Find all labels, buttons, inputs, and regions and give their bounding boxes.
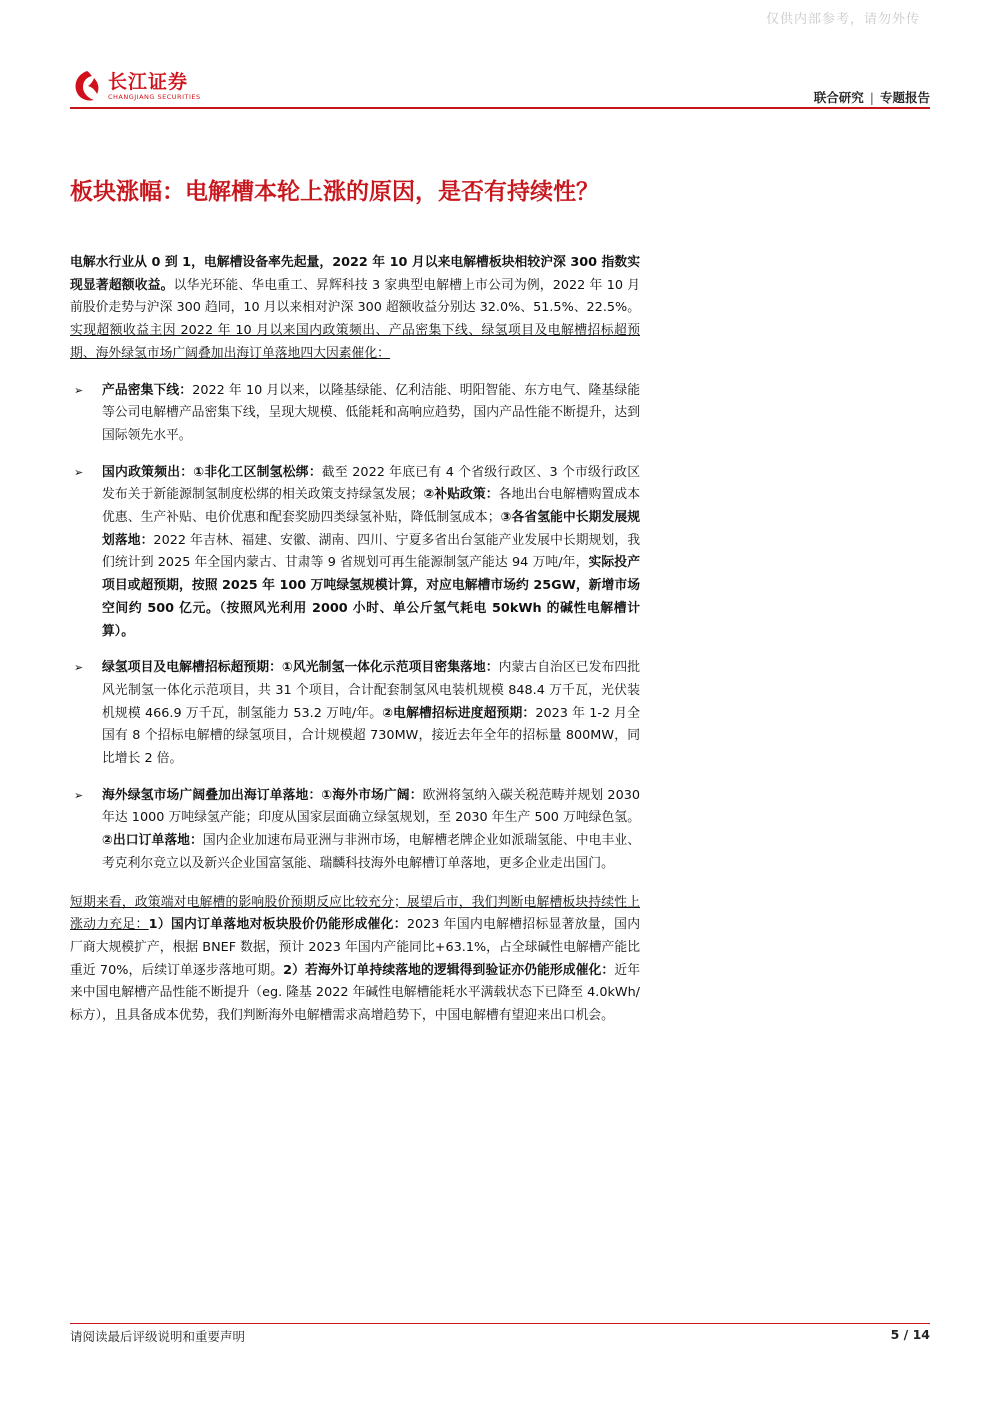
outlook-text-2: 近年来中国电解槽产品性能不断提升（eg. 隆基 2022 年碱性电解槽能耗水平满载状态下已降至 4.0kWh/标方），且具备成本优势，我们判断海外电解槽需求高增趋势下，中国电解槽有望迎来出口机会。	[70, 962, 641, 1024]
outlook-paragraph	[70, 892, 640, 1028]
bullet-text: 2022 年吉林、福建、安徽、湖南、四川、宁夏多省出台氢能产业发展中长期规划，我们统计到 2025 年全国内蒙古、甘肃等 9 省规划可再生能源制氢产能达 94 万吨/年，	[102, 532, 640, 571]
bullet-text: 2023 年 1-2 月全国有 8 个招标电解槽的绿氢项目，合计规模超 730MW，接近去年全年的招标量 800MW，同比增长 2 倍。	[102, 705, 641, 767]
bullet-arrow-icon: ➢	[74, 661, 84, 675]
bullet-item	[70, 657, 640, 771]
bullet-bold-text: ②补贴政策：	[423, 487, 499, 503]
bullet-text: 内蒙古自治区已发布四批风光制氢一体化示范项目，共 31 个项目，合计配套制氢风电装机规模 848.4 万千瓦，光伏装机规模 466.9 万千瓦，制氢能力 53.2 万吨/年。	[102, 660, 640, 721]
bullet-arrow-icon: ➢	[74, 465, 84, 479]
section-title: 板块涨幅：电解槽本轮上涨的原因，是否有持续性？	[70, 179, 599, 205]
logo-en-text: CHANGJIANG SECURITIES	[108, 92, 201, 101]
bullet-bold-text: ②出口订单落地：	[102, 833, 203, 849]
intro-underline: 实现超额收益主因 2022 年 10 月以来国内政策频出、产品密集下线、绿氢项目及电解槽招标超预期、海外绿氢市场广阔叠加出海订单落地四大因素催化：	[70, 323, 640, 361]
bullet-list	[70, 380, 640, 876]
company-logo	[70, 66, 201, 106]
bullet-bold-text: 绿氢项目及电解槽招标超预期：①风光制氢一体化示范项目密集落地：	[102, 660, 499, 676]
page-number: 5 / 14	[890, 1327, 930, 1342]
category-separator: |	[869, 90, 874, 105]
footer-disclaimer: 请阅读最后评级说明和重要声明	[70, 1329, 246, 1344]
intro-bold: 电解水行业从 0 到 1，电解槽设备率先起量，2022 年 10 月以来电解槽板块相较沪深 300 指数实现显著超额收益。	[70, 255, 640, 293]
bullet-text: 欧洲将氢纳入碳关税范畴并规划 2030 年达 1000 万吨绿氢产能；印度从国家层面确立绿氢规划，至 2030 年生产 500 万吨绿色氢。	[102, 787, 640, 826]
logo-cn-text: 长江证券	[108, 70, 189, 93]
bullet-text: 国内企业加速布局亚洲与非洲市场，电解槽老牌企业如派瑞氢能、中电丰业、考克利尔竞立以及新兴企业国富氢能、瑞麟科技海外电解槽订单落地，更多企业走出国门。	[102, 833, 640, 871]
header-divider	[70, 107, 930, 109]
report-category	[814, 88, 930, 106]
bullet-bold-text: ③各省氢能中长期发展规划落地：	[102, 510, 641, 548]
bullet-bold-text: 产品密集下线：	[102, 382, 193, 398]
intro-text: 以华光环能、华电重工、昇辉科技 3 家典型电解槽上市公司为例，2022 年 10 月前股价走势与沪深 300 趋同，10 月以来相对沪深 300 超额收益分别达 32.0%、51.5%、22.5%。	[70, 277, 640, 316]
outlook-bold-2: 2）若海外订单持续落地的逻辑得到验证亦仍能形成催化：	[283, 962, 615, 978]
bullet-bold-text: ②电解槽招标进度超预期：	[382, 705, 536, 721]
bullet-bold-text: 国内政策频出：①非化工区制氢松绑：	[102, 464, 322, 480]
bullet-text: 各地出台电解槽购置成本优惠、生产补贴、电价优惠和配套奖励四类绿氢补贴，降低制氢成本；	[102, 487, 641, 526]
bullet-item	[70, 380, 640, 448]
outlook-bold-1: 1）国内订单落地对板块股价仍能形成催化：	[148, 917, 407, 933]
category-label: 联合研究	[813, 90, 864, 105]
bullet-arrow-icon: ➢	[74, 788, 84, 802]
watermark: 仅供内部参考，请勿外传	[765, 12, 920, 27]
bullet-arrow-icon: ➢	[74, 383, 84, 397]
page-header	[70, 66, 930, 110]
footer-divider	[70, 1323, 930, 1324]
bullet-text: 2022 年 10 月以来，以隆基绿能、亿利洁能、明阳智能、东方电气、隆基绿能等公司电解槽产品密集下线，呈现大规模、低能耗和高响应趋势，国内产品性能不断提升，达到国际领先水平。	[102, 382, 640, 443]
intro-paragraph	[70, 252, 640, 366]
bullet-bold-text: 海外绿氢市场广阔叠加出海订单落地：①海外市场广阔：	[102, 787, 423, 803]
outlook-text-1: 2023 年国内电解槽招标显著放量，国内厂商大规模扩产，根据 BNEF 数据，预计 2023 年国内产能同比+63.1%，占全球碱性电解槽产能比重近 70%，后续订单逐步落地可期。	[70, 917, 641, 978]
body-content	[70, 252, 640, 1028]
logo-phoenix-icon	[70, 68, 104, 104]
report-type-label: 专题报告	[879, 90, 930, 105]
bullet-item	[70, 785, 640, 876]
bullet-text: 截至 2022 年底已有 4 个省级行政区、3 个市级行政区发布关于新能源制氢制度松绑的相关政策支持绿氢发展；	[102, 464, 640, 503]
bullet-item	[70, 462, 640, 644]
bullet-bold-text: 实际投产项目或超预期，按照 2025 年 100 万吨绿氢规模计算，对应电解槽市场约 25GW，新增市场空间约 500 亿元。（按照风光利用 2000 小时、单公斤氢气耗电 50kWh 的碱性电解槽计算）。	[102, 555, 640, 639]
outlook-underline: 短期来看，政策端对电解槽的影响股价预期反应比较充分；展望后市，我们判断电解槽板块持续性上涨动力充足：	[70, 894, 640, 933]
